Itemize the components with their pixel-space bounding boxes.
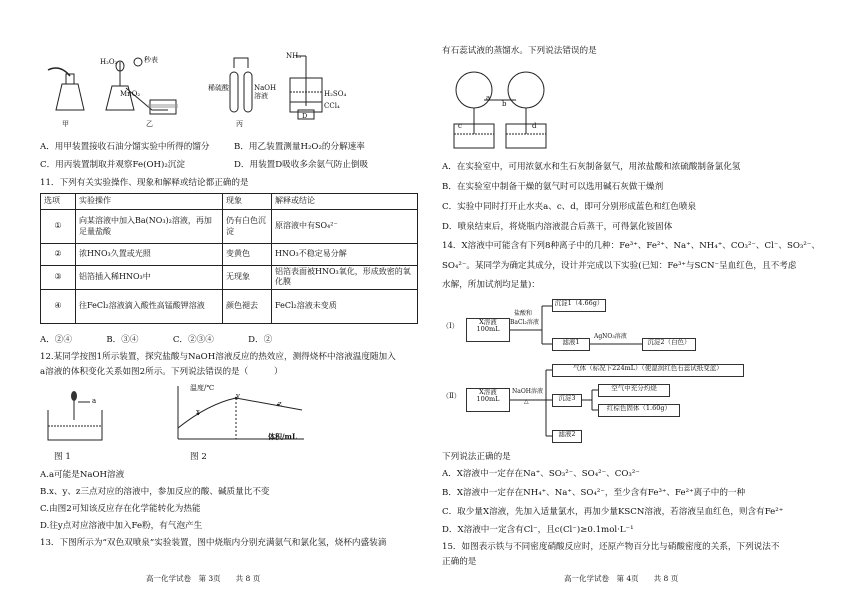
table-cell: 颜色褪去: [223, 289, 272, 323]
clip-a: a: [486, 94, 491, 102]
table-cell: 仍有白色沉淀: [223, 210, 272, 244]
q14-option-c: C．取少量X溶液，先加入适量氯水，再加少量KSCN溶液，若溶液呈血红色，则含有Fe²⁺: [442, 507, 784, 517]
precipitate-2: 沉淀2（白色）: [642, 338, 696, 351]
q15-stem-1: 15．如图表示铁与不同密度硝酸反应时，还原产物百分比与硝酸密度的关系，下列说法不: [442, 542, 780, 552]
label-h2so4: H₂SO₄: [324, 90, 347, 98]
q14-stem-3: 水解，所加试剂均足量)：: [442, 280, 540, 290]
label-ccl4: CCl₄: [324, 102, 340, 110]
label-miaobiao: 秒表: [144, 56, 158, 64]
table-cell: 向某溶液中加入Ba(NO₃)₂溶液，再加足量盐酸: [76, 210, 223, 244]
q11-table: [40, 193, 418, 324]
q10-option-c: C．用丙装置制取并观察Fe(OH)₂沉淀: [40, 160, 185, 170]
point-z: z: [278, 400, 282, 408]
q13-stem: 13．下图所示为“双色双喷泉”实验装置，图中烧瓶内分别充满氨气和氯化氢，烧杯内盛装滴: [40, 538, 387, 548]
clip-d: d: [532, 122, 537, 130]
label-exp-ii: （Ⅱ）: [442, 392, 461, 400]
table-cell: 变黄色: [223, 244, 272, 266]
table-header: 现象: [223, 194, 272, 210]
clip-b: b: [502, 100, 507, 108]
q14-option-a: A．X溶液中一定存在Na⁺、SO₃²⁻、SO₄²⁻、CO₃²⁻: [442, 469, 640, 479]
label-yi: 乙: [146, 120, 153, 128]
label-h2o2: H₂O₂: [100, 58, 118, 66]
q12-stem-1: 12.某同学按图1所示装置，探究盐酸与NaOH溶液反应的热效应，测得烧杯中溶液温度随加入: [40, 352, 396, 362]
q14-stem-2: SO₄²⁻。某同学为确定其成分，设计并完成以下实验(已知：Fe³⁺与SCN⁻呈血红色，且不考虑: [442, 261, 797, 271]
table-cell: 原溶液中有SO₄²⁻: [272, 210, 418, 244]
q14-stem-1: 14．X溶液中可能含有下列8种离子中的几种：Fe³⁺、Fe²⁺、Na⁺、NH₄⁺、CO₃²⁻、Cl⁻、SO₃²⁻、: [442, 241, 820, 251]
right-page: [442, 0, 834, 595]
label-bing: 丙: [236, 120, 243, 128]
table-cell: HNO₃不稳定易分解: [272, 244, 418, 266]
q11-answers: A．②④ B．③④ C．②③④ D．②: [40, 335, 273, 345]
q10-option-d: D．用装置D吸收多余氨气防止倒吸: [234, 160, 369, 170]
point-x: x: [196, 408, 200, 416]
label-exp-i: （Ⅰ）: [442, 322, 459, 330]
q15-stem-2: 正确的是: [442, 557, 477, 567]
label-rongye: 溶液: [254, 92, 268, 100]
label-d: D: [302, 112, 308, 120]
table-cell: ④: [41, 289, 76, 323]
left-page: [40, 0, 418, 595]
reagent-naoh: NaOH溶液: [512, 388, 543, 395]
table-header: 选项: [41, 194, 76, 210]
label-xiliusuan: 稀硫酸: [208, 84, 229, 92]
table-cell: ②: [41, 244, 76, 266]
label-a: a: [92, 397, 97, 405]
fig2-caption: 图 2: [190, 452, 207, 462]
table-cell: 无现象: [223, 266, 272, 290]
point-y: y: [236, 392, 240, 400]
label-jia: 甲: [62, 120, 69, 128]
q13-option-c: C．实验中同时打开止水夹a、c、d，即可分别形成蓝色和红色喷泉: [442, 202, 697, 212]
graph-xlabel: 体积/mL: [268, 432, 297, 441]
q12-option-a: A.a可能是NaOH溶液: [40, 470, 125, 480]
table-cell: 往FeCl₂溶液滴入酸性高锰酸钾溶液: [76, 289, 223, 323]
label-naoh: NaOH: [254, 84, 277, 92]
x-solution-box-1: X溶液 100mL: [466, 318, 510, 342]
calcine-step: 空气中充分灼烧: [598, 384, 670, 397]
q14-option-b: B．X溶液中一定存在NH₄⁺、Na⁺、SO₄²⁻，至少含有Fe³⁺、Fe²⁺离子中的一种: [442, 488, 746, 498]
label-nh3: NH₃: [286, 52, 302, 60]
table-cell: ①: [41, 210, 76, 244]
q13-option-a: A．在实验室中，可用浓氨水和生石灰制备氨气，用浓盐酸和浓硫酸制备氯化氢: [442, 162, 741, 172]
table-header: 解释或结论: [272, 194, 418, 210]
q13-stem-cont: 有石蕊试液的蒸馏水。下列说法错误的是: [442, 46, 597, 56]
table-cell: FeCl₂溶液未变质: [272, 289, 418, 323]
q13-option-d: D．喷泉结束后，将烧瓶内溶液混合后蒸干，可得氯化铵固体: [442, 222, 673, 232]
clip-c: c: [458, 122, 462, 130]
q12-option-b: B.x、y、z三点对应的溶液中，参加反应的酸、碱质量比不变: [40, 487, 270, 497]
q12-option-d: D.往y点对应溶液中加入Fe粉，有气泡产生: [40, 521, 203, 531]
table-cell: 铝箔插入稀HNO₃中: [76, 266, 223, 290]
graph-ylabel: 温度/℃: [190, 384, 215, 392]
gas-result: 气体（标况下224mL）（使湿润红色石蕊试纸变蓝）: [552, 364, 744, 377]
reagent-hcl: 盐酸和: [514, 310, 533, 317]
table-cell: 铝箔表面被HNO₃氧化，形成致密的氧化膜: [272, 266, 418, 290]
precipitate-1: 沉淀1（4.66g）: [552, 299, 606, 312]
q10-option-a: A．用甲装置接收石油分馏实验中所得的馏分: [40, 142, 210, 152]
fig1-caption: 图 1: [54, 452, 71, 462]
page-footer-left: 高一化学试卷 第 3页 共 8 页: [146, 574, 261, 583]
q14-ask: 下列说法正确的是: [442, 452, 511, 462]
reagent-agno3: AgNO₃溶液: [594, 333, 627, 340]
q14-option-d: D．X溶液中一定含有Cl⁻，且c(Cl⁻)≥0.1mol·L⁻¹: [442, 525, 634, 535]
filtrate-1: 滤液1: [552, 338, 590, 351]
reagent-heat: △: [524, 398, 529, 405]
red-solid: 红棕色固体（1.60g）: [598, 404, 680, 417]
table-cell: ③: [41, 266, 76, 290]
table-cell: 浓HNO₃久置或光照: [76, 244, 223, 266]
q12-stem-2: a溶液的体积变化关系如图2所示。下列说法错误的是（ ）: [40, 367, 283, 377]
q11-stem: 11．下列有关实验操作、现象和解释或结论都正确的是: [40, 178, 249, 188]
x-solution-box-2: X溶液 100mL: [466, 388, 510, 412]
q12-option-c: C.由图2可知该反应存在化学能转化为热能: [40, 504, 201, 514]
table-header: 实验操作: [76, 194, 223, 210]
precipitate-3: 沉淀3: [552, 394, 582, 407]
label-mno2: MnO₂: [120, 90, 141, 98]
q10-option-b: B．用乙装置测量H₂O₂的分解速率: [234, 142, 365, 152]
filtrate-2: 滤液2: [552, 430, 582, 443]
beaker-figure: [40, 390, 110, 444]
page-footer-right: 高一化学试卷 第 4页 共 8 页: [564, 574, 679, 583]
reagent-bacl2: BaCl₂溶液: [510, 319, 539, 326]
q13-option-b: B．在实验室中制备干燥的氨气时可以选用碱石灰做干燥剂: [442, 182, 664, 192]
